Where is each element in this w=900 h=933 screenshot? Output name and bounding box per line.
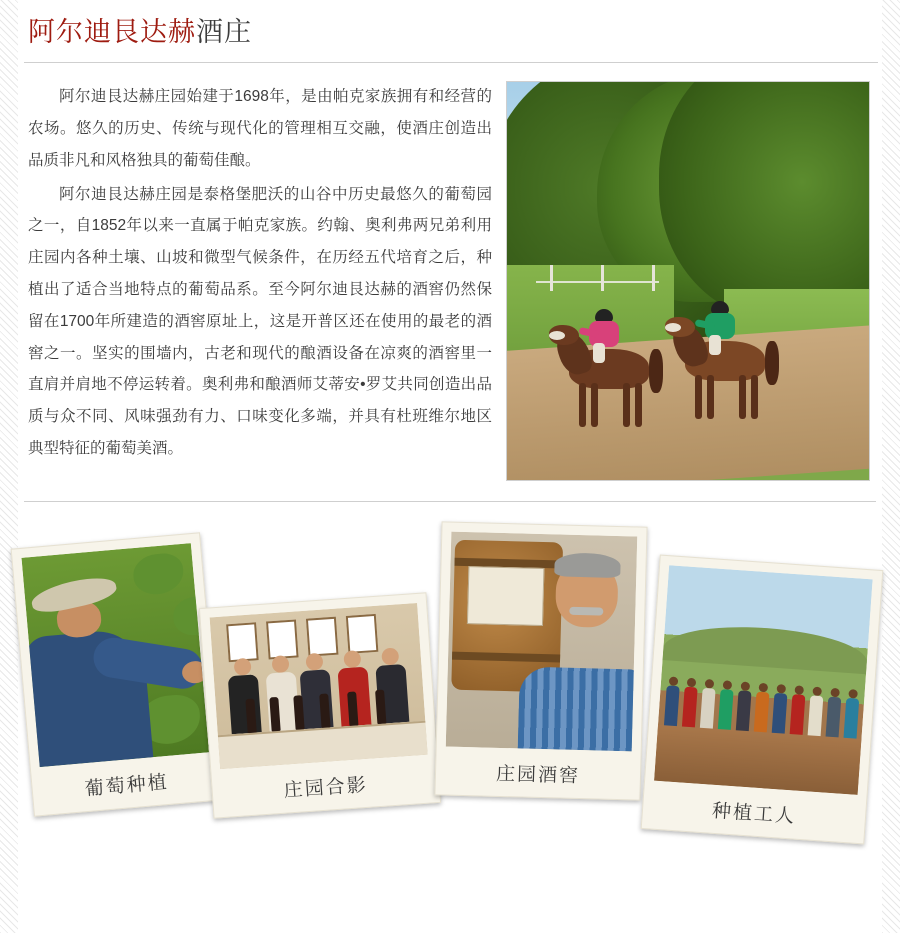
worker-body	[736, 691, 752, 732]
vineyard-scene	[21, 543, 209, 767]
worker	[736, 682, 752, 732]
horse-leg	[635, 383, 642, 427]
polaroid-wine-cellar	[434, 522, 647, 801]
hero-fence-post	[652, 265, 655, 291]
horse-blaze	[549, 331, 565, 340]
worker	[826, 688, 842, 738]
person-head	[271, 656, 289, 674]
worker-body	[700, 688, 716, 729]
person-head	[343, 650, 361, 668]
person-body	[228, 675, 262, 735]
horse-leg	[623, 383, 630, 427]
worker-body	[664, 686, 680, 727]
polaroid-caption: 庄园酒窖	[495, 762, 581, 787]
hero-fence-post	[601, 265, 604, 291]
person	[227, 658, 262, 735]
worker-body	[808, 696, 824, 737]
horse-leg	[707, 375, 714, 419]
person-head	[305, 653, 323, 671]
polaroid-caption: 庄园合影	[283, 773, 369, 802]
hero-photo-horseback-riding	[506, 81, 870, 481]
article-section	[24, 81, 876, 481]
cellar-scene	[446, 532, 638, 752]
horse-tail	[649, 349, 663, 393]
article-text	[24, 81, 492, 466]
person-head	[381, 648, 399, 666]
worker	[700, 679, 716, 729]
rider-pink	[585, 309, 631, 357]
left-hatch-strip	[0, 0, 18, 933]
worker	[718, 680, 734, 730]
winemaker-shirt	[518, 667, 638, 752]
horse-leg	[591, 383, 598, 427]
worker	[808, 687, 824, 737]
riding-helmet-icon	[595, 309, 613, 322]
horse-with-rider	[677, 297, 773, 417]
header-divider	[24, 62, 878, 63]
worker-body	[682, 687, 698, 728]
page-content	[18, 0, 882, 933]
worker	[664, 677, 680, 727]
polaroid-group-photo	[199, 593, 441, 819]
page-title	[28, 16, 882, 48]
horse-blaze	[665, 323, 681, 332]
page-title-highlight: 阿尔迪艮达赫	[28, 17, 196, 47]
vine-leaf	[132, 552, 185, 596]
rider-green	[701, 301, 747, 349]
horse-leg	[579, 383, 586, 427]
wall-frame	[306, 617, 339, 657]
page-title-rest: 酒庄	[196, 17, 252, 47]
polaroid-gallery	[18, 516, 882, 916]
riding-helmet-icon	[711, 301, 729, 314]
horse-leg	[739, 375, 746, 419]
hero-fence	[536, 281, 659, 283]
photo-group-in-tasting-room	[210, 603, 428, 769]
page-header	[18, 0, 882, 48]
section-divider	[24, 501, 876, 502]
worker	[682, 678, 698, 728]
article-paragraph-2: 阿尔迪艮达赫庄园是泰格堡肥沃的山谷中历史最悠久的葡萄园之一，自1852年以来一直属于帕克家族。约翰、奥利弗两兄弟利用庄园内各种土壤、山坡和微型气候条件，在历经五代培育之后，种植出了适合当地特点的葡萄品系。至今阿尔迪艮达赫的酒窖仍然保留在1700年所建造的酒窖原址上，这是开普区还在使用的最老的酒窖之一。坚实的围墙内，古老和现代的酿酒设备在凉爽的酒窖里一直肩并肩地不停运转着。奥利弗和酿酒师艾蒂安•罗艾共同创造出品质与众不同、风味强劲有力、口味变化多端，并具有杜班维尔地区典型特征的葡萄美酒。	[28, 185, 492, 457]
article-photo-column	[492, 81, 864, 481]
worker	[754, 683, 770, 733]
rider-leg	[593, 343, 605, 363]
worker-body	[790, 694, 806, 735]
polaroid-caption: 种植工人	[711, 799, 797, 828]
photo-grape-planting	[21, 543, 209, 767]
tasting-room-scene	[210, 603, 428, 769]
horse-with-rider	[561, 305, 657, 425]
worker	[772, 684, 788, 734]
right-hatch-strip	[882, 0, 900, 933]
crowd-scene	[654, 566, 873, 796]
polaroid-grape-planting	[11, 533, 224, 818]
winemaker-moustache	[569, 607, 603, 616]
winemaker-hair	[554, 553, 621, 579]
photo-vineyard-workers-crowd	[654, 566, 873, 796]
horse-tail	[765, 341, 779, 385]
worker-body	[754, 692, 770, 733]
horse-leg	[751, 375, 758, 419]
worker	[790, 685, 806, 735]
hillside	[663, 622, 869, 675]
horse-leg	[695, 375, 702, 419]
worker-body	[826, 697, 842, 738]
barrel-label	[467, 566, 544, 626]
person-head	[233, 658, 251, 676]
article-paragraph-1: 阿尔迪艮达赫庄园始建于1698年，是由帕克家族拥有和经营的农场。悠久的历史、传统与现代化的管理相互交融，使酒庄创造出品质非凡和风格独具的葡萄佳酿。	[28, 88, 492, 169]
worker-body	[772, 693, 788, 734]
polaroid-workers	[641, 555, 884, 845]
worker-body	[844, 698, 860, 739]
rider-leg	[709, 335, 721, 355]
worker	[844, 689, 860, 739]
worker-body	[718, 689, 734, 730]
photo-winemaker-with-barrel	[446, 532, 638, 752]
polaroid-caption: 葡萄种植	[83, 770, 170, 801]
hero-fence-post	[550, 265, 553, 291]
